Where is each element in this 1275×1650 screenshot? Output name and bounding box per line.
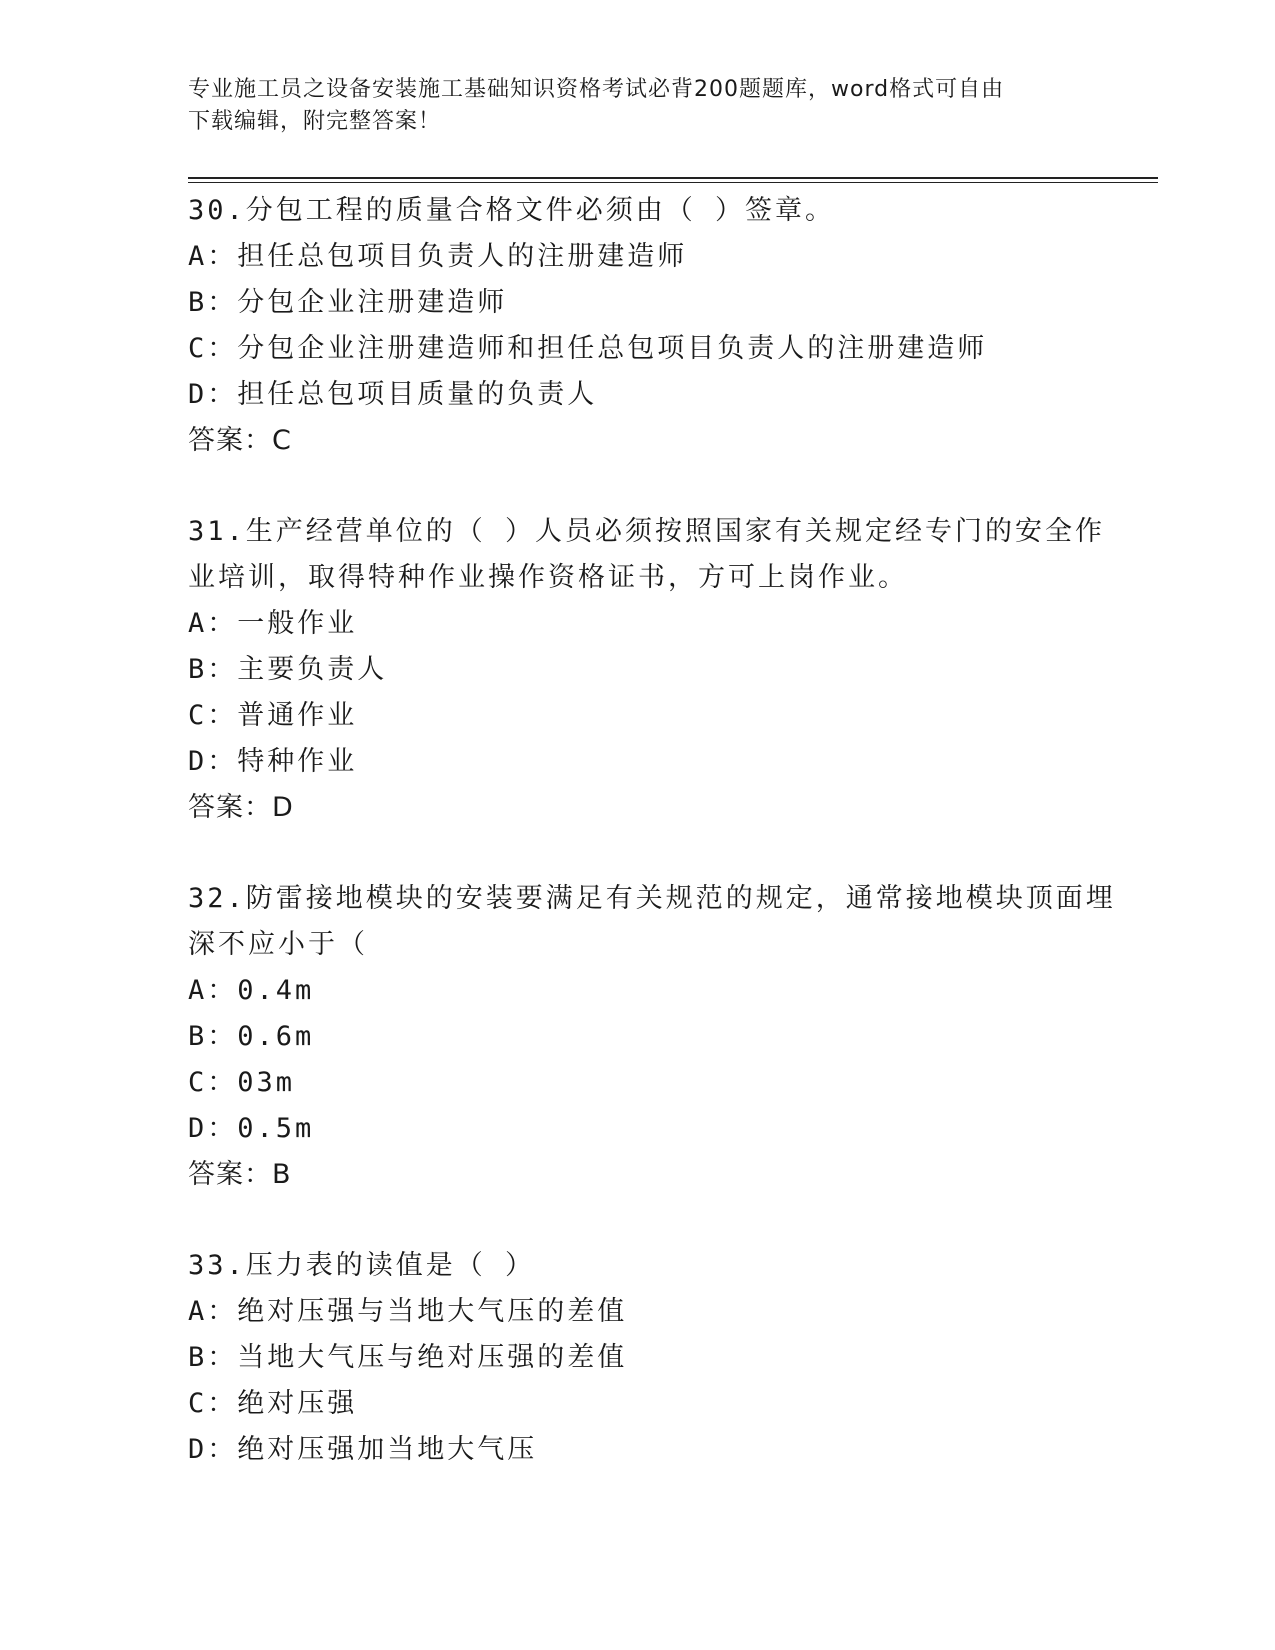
question-stem-line-2: 深不应小于（ bbox=[188, 929, 368, 960]
question-stem: 30.分包工程的质量合格文件必须由（ ）签章。 bbox=[188, 195, 836, 226]
question-stem-line-2: 业培训，取得特种作业操作资格证书，方可上岗作业。 bbox=[188, 562, 908, 593]
option-a: A：一般作业 bbox=[188, 608, 358, 639]
answer-label: 答案：D bbox=[188, 792, 294, 823]
question-32 bbox=[188, 876, 1158, 1198]
option-c: C：绝对压强 bbox=[188, 1388, 358, 1419]
header-divider-thick bbox=[188, 177, 1158, 179]
option-d: D：绝对压强加当地大气压 bbox=[188, 1434, 538, 1465]
option-a: A：绝对压强与当地大气压的差值 bbox=[188, 1296, 628, 1327]
question-stem-line-1: 31.生产经营单位的（ ）人员必须按照国家有关规定经专门的安全作 bbox=[188, 516, 1106, 547]
question-stem: 33.压力表的读值是（ ） bbox=[188, 1250, 536, 1281]
option-d: D：担任总包项目质量的负责人 bbox=[188, 379, 598, 410]
option-d: D：特种作业 bbox=[188, 746, 358, 777]
question-stem-line-1: 32.防雷接地模块的安装要满足有关规范的规定，通常接地模块顶面埋 bbox=[188, 883, 1116, 914]
answer-label: 答案：B bbox=[188, 1159, 292, 1190]
header-divider-thin bbox=[188, 182, 1158, 183]
document-header bbox=[188, 74, 1088, 138]
document-page bbox=[188, 0, 1158, 1650]
option-b: B：当地大气压与绝对压强的差值 bbox=[188, 1342, 628, 1373]
question-33 bbox=[188, 1243, 1158, 1473]
header-line-1: 专业施工员之设备安装施工基础知识资格考试必背200题题库，word格式可自由 bbox=[188, 77, 1005, 102]
header-line-2: 下载编辑，附完整答案！ bbox=[188, 109, 442, 134]
answer-label: 答案：C bbox=[188, 425, 292, 456]
option-b: B：分包企业注册建造师 bbox=[188, 287, 508, 318]
option-a: A：0.4m bbox=[188, 975, 315, 1006]
option-c: C：03m bbox=[188, 1067, 296, 1098]
option-c: C：分包企业注册建造师和担任总包项目负责人的注册建造师 bbox=[188, 333, 988, 364]
option-b: B：0.6m bbox=[188, 1021, 315, 1052]
question-list bbox=[188, 188, 1158, 1518]
option-c: C：普通作业 bbox=[188, 700, 358, 731]
option-b: B：主要负责人 bbox=[188, 654, 388, 685]
option-d: D：0.5m bbox=[188, 1113, 315, 1144]
question-31 bbox=[188, 509, 1158, 831]
question-30 bbox=[188, 188, 1158, 464]
option-a: A：担任总包项目负责人的注册建造师 bbox=[188, 241, 688, 272]
